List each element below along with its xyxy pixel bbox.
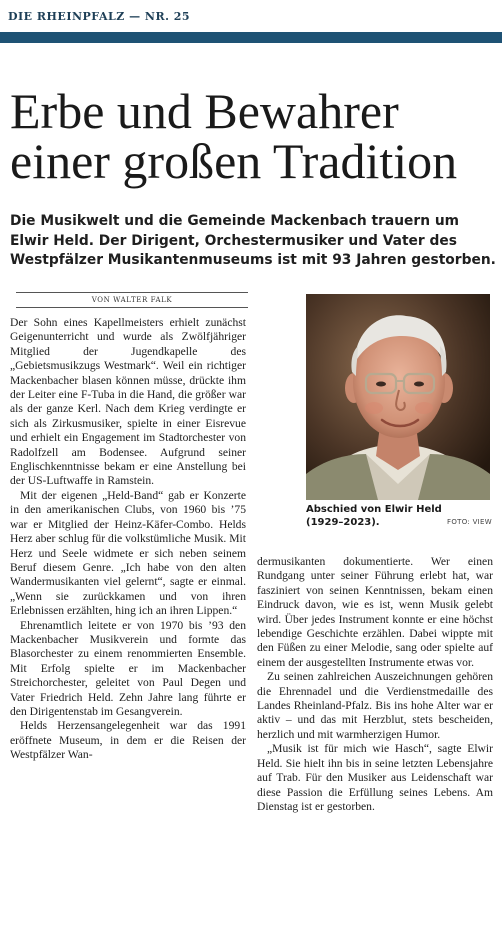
caption-title: Abschied von Elwir Held [306,504,442,515]
paragraph: Ehrenamtlich leitete er von 1970 bis ’93 den Mackenbacher Musikverein und formte das Blasorchester zu einem renommierten Ensemble. Mit Erfolg spielte er im Mackenbacher Streichorchester, geleitet von Paul Degen und Vater Friedrich Held. Zehn Jahre lang führte er den Dirigentenstab im Gesangverein. [10,618,246,718]
photo-credit: FOTO: VIEW [447,518,492,526]
headline-line-1: Erbe und Bewahrer [10,83,399,139]
article-column-right [257,555,493,935]
paragraph: Helds Herzensangelegenheit war das 1991 eröffnete Museum, in dem er die Reisen der Westpfälzer Wan- [10,719,246,762]
article-lead: Die Musikwelt und die Gemeinde Mackenbach trauern um Elwir Held. Der Dirigent, Orchestermusiker und Vater des Westpfälzer Musikantenmuseums ist mit 93 Jahren gestorben. [10,213,496,268]
paragraph: Der Sohn eines Kapellmeisters erhielt zunächst Geigenunterricht und wurde als Zwölfjähriger Mitglied der Jugendkapelle des „Gebietsmusikzugs Westmark“. Weil ein richtiger Mackenbacher blasen können müsse, drückte ihm der Leiter eine F-Tuba in die Hand, die größer war als der ganze Kerl. Nach dem Krieg verdingte er sich als Zirkusmusiker, spielte in einer Eisrevue und erhielt ein Engagement im Stadtorchester von Radolfzell am Bodensee. Aufgrund seiner Englischkenntnisse bekam er eine Anstellung bei der US-Luftwaffe in Ramstein. [10,316,246,488]
paragraph: Mit der eigenen „Held-Band“ gab er Konzerte in den amerikanischen Clubs, von 1960 bis ’75 war er Mitglied der Heinz-Käfer-Combo. Helds Herz aber schlug für die volkstümliche Musik. Mit Herz und Seele widmete er sich neben seinem Beruf diesem Genre. „Ich habe von den alten Wandermusikanten viel gelernt“, sagte er einmal. „Wenn sie zurückkamen und von ihren Erlebnissen erzählten, hing ich an ihren Lippen.“ [10,488,246,618]
article-byline: VON WALTER FALK [16,292,248,308]
caption-years: (1929–2023). [306,517,380,528]
portrait-photo [306,294,490,500]
paragraph: dermusikanten dokumentierte. Wer einen Rundgang unter seiner Führung erlebt hat, war fasziniert von seinen Kenntnissen, bekam einen Eindruck davon, wie es ist, wenn Musik gelebt wird. Über jedes Instrument konnte er eine höchst lebendige Geschichte erzählen. Dabei wippte mit den Füßen zu einer Melodie, sang oder spielte auf einem der ausgestellten Instrumente etwas vor. [257,555,493,669]
article-headline [10,83,500,189]
headline-line-2: einer großen Tradition [10,133,458,189]
portrait-illustration [306,294,490,500]
masthead-title: DIE RHEINPFALZ — NR. 25 [8,10,191,23]
photo-caption [306,503,492,529]
article-column-left [10,316,246,936]
caption-line-2 [306,516,492,529]
masthead-header [0,0,502,48]
masthead-bar [0,32,502,43]
paragraph: „Musik ist für mich wie Hasch“, sagte Elwir Held. Sie hielt ihn bis in seine letzten Lebensjahre auf Trab. Für den Musiker aus Leidenschaft war diese Passion die Erfüllung seines Lebens. Am Dienstag ist er gestorben. [257,742,493,813]
paragraph: Zu seinen zahlreichen Auszeichnungen gehören die Ehrennadel und die Verdienstmedaille des Landes Rheinland-Pfalz. Bis ins hohe Alter war er aktiv – und das mit Herzblut, stets bescheiden, herzlich und mit warmherzigen Humor. [257,670,493,741]
